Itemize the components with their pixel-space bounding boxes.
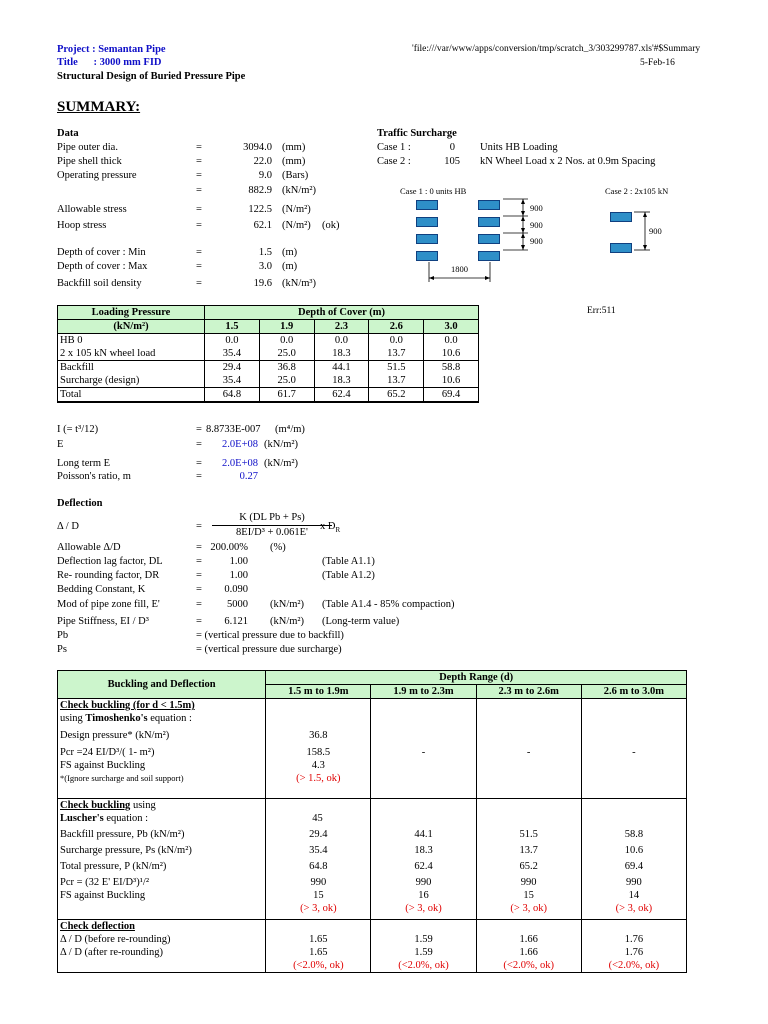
table-row	[58, 699, 687, 799]
equals-sign: =	[196, 156, 202, 167]
defl-value: (<2.0%, ok)	[293, 960, 344, 971]
error-cell: Err:511	[587, 306, 616, 316]
defl-value: 1.66	[519, 934, 538, 945]
tim-design-pressure: 36.8	[309, 730, 328, 741]
defl-value: 1.76	[624, 934, 644, 945]
lus-value: 14	[628, 890, 640, 901]
summary-heading: SUMMARY:	[57, 99, 141, 115]
tim-dash: -	[632, 747, 636, 758]
lus-heading: Check buckling using	[60, 800, 156, 811]
data-unit: (Bars)	[282, 170, 309, 181]
depth-header: 3.0	[424, 320, 479, 334]
depth-header: 2.6	[369, 320, 424, 334]
lus-value: 990	[415, 877, 432, 888]
project-name: Project : Semantan Pipe	[57, 44, 166, 55]
deflection-note: (Long-term value)	[322, 616, 400, 627]
case2-figure-title: Case 2 : 2x105 kN	[605, 186, 669, 196]
lus-using: Luscher's equation :	[60, 813, 149, 824]
table-row	[58, 799, 687, 920]
prop-unit: (m⁴/m)	[275, 424, 305, 435]
table-header: Buckling and Deflection	[58, 671, 266, 699]
buckling-deflection-table	[57, 670, 687, 973]
table-cell: 35.4	[205, 347, 260, 361]
table-row	[58, 361, 479, 375]
lus-value: 51.5	[519, 829, 538, 840]
table-cell: 51.5	[369, 361, 424, 375]
equals-sign: =	[196, 439, 202, 450]
table-cell: 0.0	[314, 334, 369, 348]
data-unit: (kN/m²)	[282, 185, 317, 196]
table-cell: 10.6	[424, 374, 479, 388]
loading-pressure-table	[57, 305, 479, 403]
prop-label: E	[57, 439, 64, 450]
table-header: Depth Range (d)	[266, 671, 687, 685]
prop-value: 2.0E+08	[222, 439, 258, 450]
deflection-label: Deflection lag factor, DL	[57, 556, 163, 567]
defl-value: 1.59	[414, 934, 433, 945]
deflection-unit: (%)	[270, 542, 286, 553]
case2-label: Case 2 :	[377, 156, 411, 167]
row-label: 2 x 105 kN wheel load	[58, 347, 205, 361]
tim-pcr-label: Pcr =24 EI/D³/( 1- m²)	[60, 747, 155, 758]
depth-header: 1.5	[205, 320, 260, 334]
data-label: Depth of cover : Min	[57, 247, 146, 258]
tim-fs: 4.3	[311, 760, 325, 771]
table-cell: 29.4	[205, 361, 260, 375]
deflection-value: 200.00%	[210, 542, 248, 553]
dimension-label: 900	[530, 236, 543, 246]
tim-pcr: 158.5	[306, 747, 331, 758]
range-header: 1.5 m to 1.9m	[266, 685, 371, 699]
table-cell: 0.0	[369, 334, 424, 348]
formula-eq: =	[196, 521, 202, 532]
equals-sign: =	[196, 142, 202, 153]
lus-value: 65.2	[519, 861, 538, 872]
case2-value: 105	[444, 156, 460, 167]
table-cell: 58.8	[424, 361, 479, 375]
case1-value: 0	[449, 142, 455, 153]
dimension-label: 900	[530, 203, 543, 213]
document-subtitle: Structural Design of Buried Pressure Pipe	[57, 71, 246, 82]
formula-denominator: 8EI/D³ + 0.061E'	[236, 527, 308, 538]
deflection-note: (Table A1.4 - 85% compaction)	[322, 599, 455, 610]
data-label: Backfill soil density	[57, 278, 142, 289]
data-value: 122.5	[248, 204, 272, 215]
data-label: Pipe outer dia.	[57, 142, 118, 153]
table-header: Loading Pressure	[58, 306, 205, 320]
lus-label: Backfill pressure, Pb (kN/m²)	[60, 829, 185, 840]
lus-value: 44.1	[414, 829, 433, 840]
formula-lhs: Δ / D	[57, 521, 79, 532]
tim-heading: Check buckling (for d < 1.5m)	[60, 700, 195, 711]
data-value: 3.0	[258, 261, 272, 272]
data-label: Allowable stress	[57, 204, 127, 215]
dimension-label: 1800	[451, 264, 468, 274]
prop-label: I (= t³/12)	[57, 424, 99, 435]
table-cell: 18.3	[314, 374, 369, 388]
table-row	[58, 347, 479, 361]
tim-dash: -	[526, 747, 531, 758]
deflection-unit: (kN/m²)	[270, 599, 305, 610]
formula-numerator: K (DL Pb + Ps)	[239, 512, 305, 523]
depth-header: 2.3	[314, 320, 369, 334]
table-cell: 35.4	[205, 374, 260, 388]
data-unit: (N/m²)	[282, 204, 311, 215]
defl-value: (<2.0%, ok)	[608, 960, 660, 971]
pb-label: Pb	[57, 630, 69, 641]
case1-figure-title: Case 1 : 0 units HB	[400, 186, 467, 196]
deflection-label: Bedding Constant, K	[57, 584, 146, 595]
row-label: HB 0	[58, 334, 205, 348]
defl-value: 1.66	[519, 947, 538, 958]
data-value: 3094.0	[243, 142, 272, 153]
defl-value: 1.65	[309, 934, 328, 945]
equals-sign: =	[196, 261, 202, 272]
deflection-note: (Table A1.1)	[322, 556, 375, 567]
row-label: Surcharge (design)	[58, 374, 205, 388]
deflection-label: Allowable Δ/D	[57, 542, 121, 553]
dimension-label: 900	[530, 220, 543, 230]
table-cell: 25.0	[259, 347, 314, 361]
deflection-label: Pipe Stiffness, EI / D³	[57, 616, 149, 627]
defl-before-label: Δ / D (before re-rounding)	[60, 934, 171, 945]
table-row	[58, 388, 479, 403]
lus-value: 13.7	[519, 845, 538, 856]
table-cell: 61.7	[259, 388, 314, 403]
equals-sign: =	[196, 220, 202, 231]
data-note: (ok)	[322, 220, 340, 231]
defl-after-label: Δ / D (after re-rounding)	[60, 947, 163, 958]
equals-sign: =	[196, 542, 202, 553]
tim-dash: -	[421, 747, 426, 758]
table-cell: 0.0	[424, 334, 479, 348]
table-cell: 64.8	[205, 388, 260, 403]
data-unit: (kN/m³)	[282, 278, 317, 289]
table-header: Depth of Cover (m)	[205, 306, 479, 320]
deflection-value: 5000	[227, 599, 248, 610]
data-label: Operating pressure	[57, 170, 137, 181]
range-header: 2.3 m to 2.6m	[476, 685, 581, 699]
deflection-label: Re- rounding factor, DR	[57, 570, 160, 581]
equals-sign: =	[196, 204, 202, 215]
defl-value: 1.65	[309, 947, 328, 958]
data-value: 62.1	[253, 220, 272, 231]
data-heading: Data	[57, 128, 79, 139]
table-row	[58, 334, 479, 348]
lus-value: 990	[626, 877, 642, 888]
data-label: Hoop stress	[57, 220, 107, 231]
case1-desc: Units HB Loading	[480, 142, 558, 153]
table-cell: 25.0	[259, 374, 314, 388]
equals-sign: =	[196, 616, 202, 627]
case2-desc: kN Wheel Load x 2 Nos. at 0.9m Spacing	[480, 156, 656, 167]
lus-value: (> 3, ok)	[300, 903, 337, 914]
range-header: 2.6 m to 3.0m	[581, 685, 686, 699]
lus-value: 69.4	[624, 861, 644, 872]
equals-sign: =	[196, 471, 202, 482]
data-label: Depth of cover : Max	[57, 261, 148, 272]
data-value: 19.6	[253, 278, 272, 289]
pb-text: = (vertical pressure due to backfill)	[196, 630, 344, 641]
tim-fs-label: FS against Buckling	[60, 760, 146, 771]
ps-label: Ps	[57, 644, 67, 655]
defl-value: (<2.0%, ok)	[503, 960, 554, 971]
table-cell: 36.8	[259, 361, 314, 375]
date: 5-Feb-16	[640, 58, 675, 68]
table-cell: 13.7	[369, 347, 424, 361]
ps-text: = (vertical pressure due surcharge)	[196, 644, 342, 655]
lus-value: 10.6	[624, 845, 644, 856]
lus-value: 15	[313, 890, 324, 901]
lus-value: 16	[418, 890, 429, 901]
lus-value: 990	[310, 877, 327, 888]
table-cell: 0.0	[205, 334, 260, 348]
prop-value: 2.0E+08	[222, 458, 258, 469]
lus-exponent: 45	[312, 813, 323, 824]
prop-value: 8.8733E-007	[206, 424, 261, 435]
defl-value: 1.76	[624, 947, 644, 958]
lus-label: Total pressure, P (kN/m²)	[60, 861, 167, 872]
data-value: 9.0	[258, 170, 272, 181]
tim-check: (> 1.5, ok)	[296, 773, 341, 784]
defl-heading: Check deflection	[60, 921, 135, 932]
depth-header: 1.9	[259, 320, 314, 334]
table-row	[58, 920, 687, 973]
case1-label: Case 1 :	[377, 142, 411, 153]
defl-value: (<2.0%, ok)	[398, 960, 449, 971]
table-cell: 69.4	[424, 388, 479, 403]
data-unit: (m)	[282, 247, 298, 258]
deflection-value: 1.00	[229, 570, 248, 581]
lus-value: 29.4	[309, 829, 328, 840]
deflection-value: 0.090	[224, 584, 248, 595]
lus-label: Surcharge pressure, Ps (kN/m²)	[60, 845, 192, 856]
file-path: 'file:///var/www/apps/conversion/tmp/scratch_3/303299787.xls'#$Summary	[412, 44, 701, 54]
tim-using: using Timoshenko's equation :	[60, 713, 192, 724]
deflection-label: Mod of pipe zone fill, E'	[57, 599, 160, 610]
table-cell: 0.0	[259, 334, 314, 348]
lus-value: (> 3, ok)	[615, 903, 653, 914]
lus-value: 990	[520, 877, 537, 888]
lus-value: 18.3	[414, 845, 433, 856]
table-header: (kN/m²)	[58, 320, 205, 334]
lus-value: 62.4	[414, 861, 433, 872]
equals-sign: =	[196, 556, 202, 567]
lus-value: 64.8	[309, 861, 328, 872]
lus-value: 58.8	[624, 829, 644, 840]
data-value: 882.9	[248, 185, 272, 196]
document-title: Title : 3000 mm FID	[57, 57, 162, 68]
data-unit: (N/m²)	[282, 220, 311, 231]
table-cell: 10.6	[424, 347, 479, 361]
equals-sign: =	[196, 278, 202, 289]
lus-value: 35.4	[309, 845, 328, 856]
lus-label: FS against Buckling	[60, 890, 146, 901]
data-unit: (mm)	[282, 156, 306, 167]
data-unit: (mm)	[282, 142, 306, 153]
equals-sign: =	[196, 584, 202, 595]
lus-value: 15	[523, 890, 534, 901]
table-cell: 44.1	[314, 361, 369, 375]
data-label: Pipe shell thick	[57, 156, 122, 167]
deflection-unit: (kN/m²)	[270, 616, 305, 627]
row-label: Total	[58, 388, 205, 403]
range-header: 1.9 m to 2.3m	[371, 685, 476, 699]
data-value: 1.5	[258, 247, 272, 258]
table-row	[58, 374, 479, 388]
deflection-value: 1.00	[229, 556, 248, 567]
tim-design-pressure-label: Design pressure* (kN/m²)	[60, 730, 170, 741]
equals-sign: =	[196, 458, 202, 469]
deflection-value: 6.121	[224, 616, 248, 627]
row-label: Backfill	[58, 361, 205, 375]
table-cell: 18.3	[314, 347, 369, 361]
dimension-label: 900	[649, 226, 662, 236]
prop-value: 0.27	[239, 471, 258, 482]
deflection-heading: Deflection	[57, 498, 103, 509]
defl-value: 1.59	[414, 947, 433, 958]
lus-label: Pcr = (32 E' EI/D³)¹/²	[60, 877, 149, 888]
lus-value: (> 3, ok)	[510, 903, 547, 914]
equals-sign: =	[196, 424, 202, 435]
table-cell: 65.2	[369, 388, 424, 403]
data-unit: (m)	[282, 261, 298, 272]
traffic-heading: Traffic Surcharge	[377, 128, 457, 139]
formula-times: x $D_R$	[320, 521, 341, 535]
equals-sign: =	[196, 570, 202, 581]
table-cell: 62.4	[314, 388, 369, 403]
equals-sign: =	[196, 170, 202, 181]
prop-unit: (kN/m²)	[264, 458, 299, 469]
prop-unit: (kN/m²)	[264, 439, 299, 450]
equals-sign: =	[196, 599, 202, 610]
table-cell: 13.7	[369, 374, 424, 388]
deflection-note: (Table A1.2)	[322, 570, 375, 581]
equals-sign: =	[196, 247, 202, 258]
prop-label: Poisson's ratio, m	[57, 471, 131, 482]
lus-value: (> 3, ok)	[405, 903, 442, 914]
data-value: 22.0	[253, 156, 272, 167]
equals-sign: =	[196, 185, 202, 196]
prop-label: Long term E	[57, 458, 111, 469]
tim-note: *(Ignore surcharge and soil support)	[60, 773, 184, 783]
